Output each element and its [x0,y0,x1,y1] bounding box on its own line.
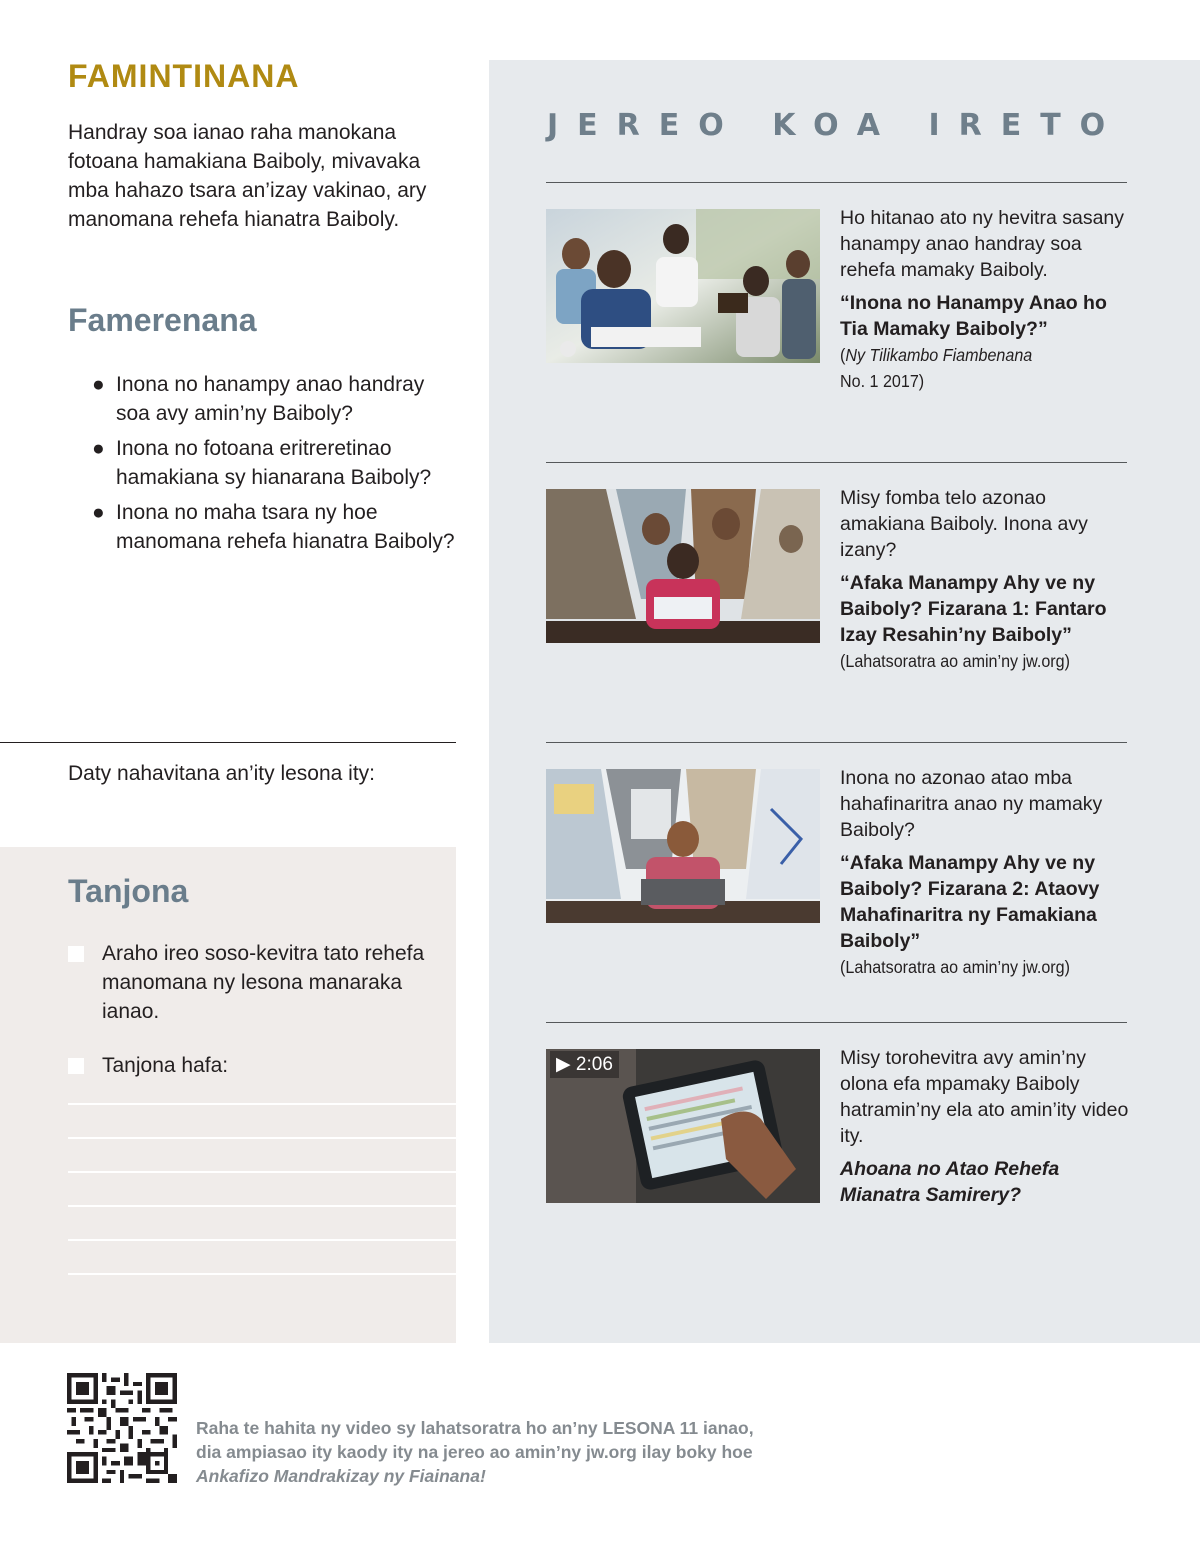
goal-item [68,1051,428,1080]
reference-text [840,205,1130,394]
reference-title[interactable]: “Inona no Hanampy Anao ho Tia Mamaky Baiboly?” [840,292,1107,340]
reference-source: (Lahatsoratra ao amin’ny jw.org) [840,651,1070,671]
video-duration-badge [550,1051,619,1078]
reference-text [840,765,1130,980]
reference-item [546,182,1127,462]
reference-title[interactable]: “Afaka Manampy Ahy ve ny Baiboly? Fizarana 2: Ataovy Mahafinaritra ny Famakiana Baiboly” [840,852,1100,952]
reference-title[interactable]: “Afaka Manampy Ahy ve ny Baiboly? Fizarana 1: Fantaro Izay Resahin’ny Baiboly” [840,572,1107,646]
goal-item-text: Araho ireo soso-kevitra tato rehefa manomana ny lesona manaraka ianao. [102,942,425,1023]
goal-checkbox[interactable] [68,1058,84,1074]
girl-reading-bible-photo[interactable] [546,769,820,923]
qr-code-icon[interactable] [67,1373,177,1483]
reference-item [546,742,1127,1022]
reference-source: (Ny Tilikambo Fiambenana [840,345,1033,365]
write-in-line[interactable] [68,1205,456,1207]
reference-title[interactable]: Ahoana no Atao Rehefa Mianatra Samirery? [840,1158,1060,1206]
reference-description: Misy torohevitra avy amin’ny olona efa mpamaky Baiboly hatramin’ny ela ato amin’ity video ity. [840,1047,1129,1147]
write-in-line[interactable] [68,1239,456,1241]
thumbnail-illustration [546,489,820,643]
summary-heading: FAMINTINANA [68,58,300,94]
summary-text: Handray soa ianao raha manokana fotoana hamakiana Baiboly, mivavaka mba hahazo tsara an’izay vakinao, ary manomana rehefa hianatra Baiboly. [68,121,427,231]
review-item [92,498,462,556]
bullet-icon: ● [92,373,105,396]
reference-description: Misy fomba telo azonao amakiana Baiboly. Inona avy izany? [840,487,1088,561]
review-heading: Famerenana [68,302,257,338]
write-in-line[interactable] [68,1137,456,1139]
thumbnail-illustration [546,769,820,923]
boy-reading-bible-photo[interactable] [546,489,820,643]
play-icon: ▶ [556,1054,571,1075]
video-duration: 2:06 [575,1054,613,1075]
see-also-panel [489,60,1200,1343]
goal-item-text: Tanjona hafa: [102,1054,229,1077]
goal-item [68,939,428,1026]
goal-panel [0,847,456,1343]
reference-source: (Lahatsoratra ao amin’ny jw.org) [840,957,1070,977]
reference-item [546,462,1127,742]
review-item-text: Inona no maha tsara ny hoe manomana rehefa hianatra Baiboly? [116,501,455,553]
tablet-study-video-thumbnail[interactable] [546,1049,820,1203]
goal-checkbox[interactable] [68,946,84,962]
bullet-icon: ● [92,437,105,460]
write-in-line[interactable] [68,1103,456,1105]
reference-text [840,485,1130,674]
people-reading-bibles-photo[interactable] [546,209,820,363]
write-in-line[interactable] [68,1171,456,1173]
review-item-text: Inona no fotoana eritreretinao hamakiana sy hianarana Baiboly? [116,437,432,489]
footer-note: Raha te hahita ny video sy lahatsoratra ho an’ny LESONA 11 ianao, dia ampiasao ity kaody ity na jereo ao amin’ny jw.org ilay boky hoe Ankafizo Mandrakizay ny Fiainana! [196,1418,754,1486]
reference-item [546,1022,1127,1302]
review-item [92,370,462,428]
thumbnail-illustration [546,209,820,363]
completion-date-label: Daty nahavitana an’ity lesona ity: [68,762,376,785]
write-in-line[interactable] [68,1273,456,1275]
reference-description: Ho hitanao ato ny hevitra sasany hanampy anao handray soa rehefa mamaky Baiboly. [840,207,1125,281]
goal-heading: Tanjona [68,873,189,909]
reference-description: Inona no azonao atao mba hahafinaritra anao ny mamaky Baiboly? [840,767,1103,841]
reference-text [840,1045,1130,1208]
review-item [92,434,462,492]
review-list [92,370,462,562]
bullet-icon: ● [92,501,105,524]
divider [0,742,456,743]
see-also-heading: JEREO KOA IRETO [547,108,1125,143]
reference-source-issue: No. 1 2017) [840,371,925,391]
review-item-text: Inona no hanampy anao handray soa avy amin’ny Baiboly? [116,373,425,425]
